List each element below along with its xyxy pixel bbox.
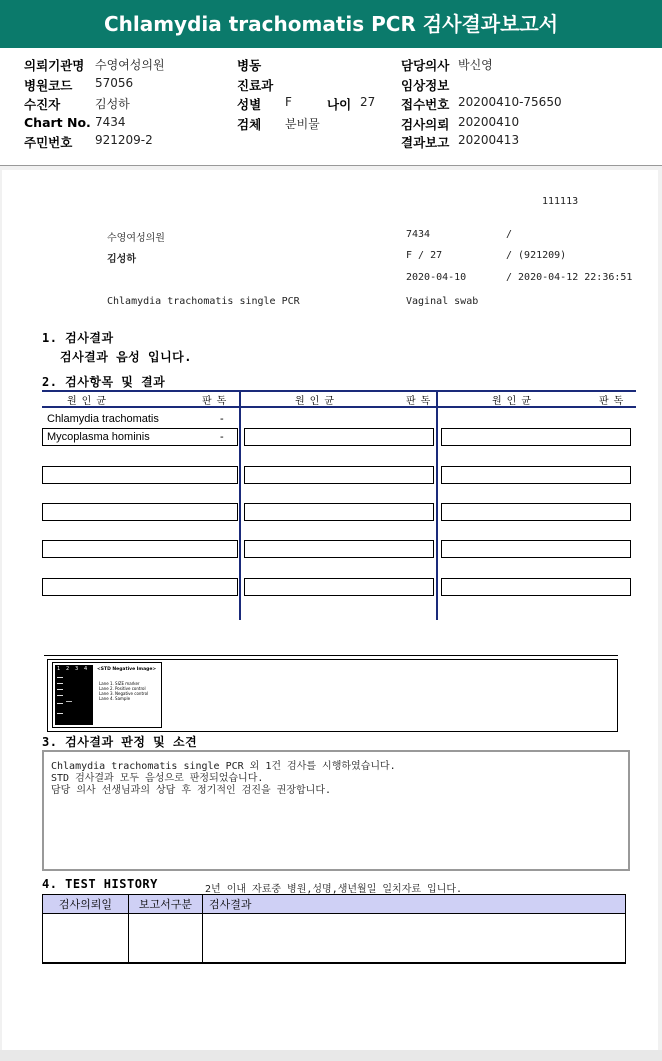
report-date-request: 2020-04-10 bbox=[406, 272, 467, 283]
report-sex-age: F / 27 bbox=[406, 250, 443, 261]
history-header-row bbox=[43, 895, 626, 914]
doctor-value: 박신영 bbox=[458, 58, 493, 72]
gel-band bbox=[57, 713, 63, 714]
empty-cell bbox=[244, 466, 434, 484]
empty-cell bbox=[441, 578, 631, 596]
history-table bbox=[42, 894, 626, 964]
report-birth: / (921209) bbox=[506, 250, 567, 261]
results-table-header-line bbox=[42, 406, 636, 408]
ward-label: 병동 bbox=[237, 58, 262, 73]
doctor-label: 담당의사 bbox=[401, 58, 450, 73]
gel-legend-4: Lane 4. Sample bbox=[99, 696, 131, 701]
gel-top-rule bbox=[44, 655, 618, 656]
history-empty-row bbox=[43, 914, 626, 963]
result-row-1-result: - bbox=[220, 413, 224, 425]
chart-label: Chart No. bbox=[24, 115, 91, 130]
report-chart: 7434 bbox=[406, 229, 431, 240]
gel-legend-3: Lane 3. Negative control bbox=[99, 691, 149, 696]
results-table-divider-1 bbox=[239, 390, 241, 620]
result-row-2-cell-3 bbox=[441, 428, 631, 446]
chart-value: 7434 bbox=[95, 115, 126, 129]
result-row-1-organism: Chlamydia trachomatis bbox=[47, 413, 159, 425]
gel-title: <STD Negative Image> bbox=[97, 667, 157, 672]
report-test-name: Chlamydia trachomatis single PCR bbox=[107, 296, 300, 307]
report-patient: 김성하 bbox=[107, 254, 136, 265]
ssn-value: 921209-2 bbox=[95, 133, 153, 147]
col2-judgement-header: 판독 bbox=[406, 396, 436, 407]
hospital-code-value: 57056 bbox=[95, 76, 134, 90]
gel-band bbox=[57, 677, 63, 678]
report-specimen: Vaginal swab bbox=[406, 296, 479, 307]
dept-label: 진료과 bbox=[237, 78, 274, 93]
institution-value: 수영여성의원 bbox=[95, 58, 165, 72]
patient-value: 김성하 bbox=[95, 97, 130, 111]
receipt-label: 접수번호 bbox=[401, 97, 450, 112]
institution-label: 의뢰기관명 bbox=[24, 58, 85, 73]
empty-cell bbox=[441, 466, 631, 484]
section4-title: 4. TEST HISTORY bbox=[42, 877, 158, 891]
result-row-2-result: - bbox=[220, 431, 224, 443]
hospital-code-label: 병원코드 bbox=[24, 78, 73, 93]
section1-result: 검사결과 음성 입니다. bbox=[60, 350, 193, 364]
empty-cell bbox=[244, 540, 434, 558]
opinion-line-1: Chlamydia trachomatis single PCR 외 1건 검사를 시행하였습니다. bbox=[51, 761, 396, 772]
history-cell bbox=[43, 914, 129, 963]
results-table-top-line bbox=[42, 390, 636, 392]
history-cell bbox=[203, 914, 626, 963]
clinical-label: 임상정보 bbox=[401, 78, 450, 93]
report-date-label: 결과보고 bbox=[401, 135, 450, 150]
result-row-2-cell-2 bbox=[244, 428, 434, 446]
patient-info-panel bbox=[0, 48, 662, 166]
empty-cell bbox=[441, 503, 631, 521]
gel-legend-2: Lane 2. Positive control bbox=[99, 686, 146, 691]
gel-lane-3: 3 bbox=[75, 666, 79, 672]
section3-title: 3. 검사결과 판정 및 소견 bbox=[42, 735, 198, 749]
empty-cell bbox=[244, 578, 434, 596]
report-date-report: / 2020-04-12 22:36:51 bbox=[506, 272, 633, 283]
receipt-value: 20200410-75650 bbox=[458, 95, 562, 109]
section2-title: 2. 검사항목 및 결과 bbox=[42, 375, 166, 389]
gel-band bbox=[57, 683, 63, 684]
empty-cell bbox=[42, 466, 238, 484]
age-label: 나이 bbox=[327, 97, 352, 112]
report-institution: 수영여성의원 bbox=[107, 233, 165, 244]
result-row-2-organism: Mycoplasma hominis bbox=[47, 431, 150, 443]
empty-cell bbox=[42, 503, 238, 521]
history-col-type: 보고서구분 bbox=[129, 895, 203, 914]
gel-lane-1: 1 bbox=[57, 666, 61, 672]
report-paper bbox=[2, 170, 658, 1050]
empty-cell bbox=[42, 578, 238, 596]
age-value: 27 bbox=[360, 95, 376, 109]
ssn-label: 주민번호 bbox=[24, 135, 73, 150]
report-date-value: 20200413 bbox=[458, 133, 520, 147]
gel-lane-4: 4 bbox=[84, 666, 88, 672]
empty-cell bbox=[42, 540, 238, 558]
bottom-bar bbox=[0, 1050, 662, 1061]
col3-judgement-header: 판독 bbox=[599, 396, 629, 407]
col3-organism-header: 원인균 bbox=[492, 396, 536, 407]
gel-band bbox=[66, 701, 72, 702]
sex-value: F bbox=[285, 95, 292, 109]
opinion-line-2: STD 검사결과 모두 음성으로 판정되었습니다. bbox=[51, 773, 264, 784]
col2-organism-header: 원인균 bbox=[295, 396, 339, 407]
report-code: 111113 bbox=[542, 196, 579, 207]
empty-cell bbox=[244, 503, 434, 521]
opinion-line-3: 담당 의사 선생님과의 상담 후 정기적인 검진을 권장합니다. bbox=[51, 785, 332, 796]
gel-lane-2: 2 bbox=[66, 666, 70, 672]
history-cell bbox=[129, 914, 203, 963]
specimen-value: 분비물 bbox=[285, 117, 320, 131]
sex-label: 성별 bbox=[237, 97, 262, 112]
results-table-divider-2 bbox=[436, 390, 438, 620]
section1-title: 1. 검사결과 bbox=[42, 331, 114, 345]
report-slash: / bbox=[506, 229, 513, 240]
report-title: Chlamydia trachomatis PCR 검사결과보고서 bbox=[0, 0, 662, 48]
gel-band bbox=[57, 703, 63, 704]
history-col-date: 검사의뢰일 bbox=[43, 895, 129, 914]
gel-legend-1: Lane 1. SIZE marker bbox=[99, 681, 140, 686]
gel-image bbox=[52, 662, 162, 728]
empty-cell bbox=[441, 540, 631, 558]
col1-organism-header: 원인균 bbox=[67, 396, 111, 407]
gel-band bbox=[57, 689, 63, 690]
patient-label: 수진자 bbox=[24, 97, 61, 112]
request-label: 검사의뢰 bbox=[401, 117, 450, 132]
request-value: 20200410 bbox=[458, 115, 520, 129]
section4-note: 2년 이내 자료중 병원,성명,생년월일 일치자료 입니다. bbox=[205, 884, 463, 895]
col1-judgement-header: 판독 bbox=[202, 396, 232, 407]
gel-band bbox=[57, 695, 63, 696]
specimen-label: 검체 bbox=[237, 117, 262, 132]
history-col-result: 검사결과 bbox=[203, 895, 626, 914]
